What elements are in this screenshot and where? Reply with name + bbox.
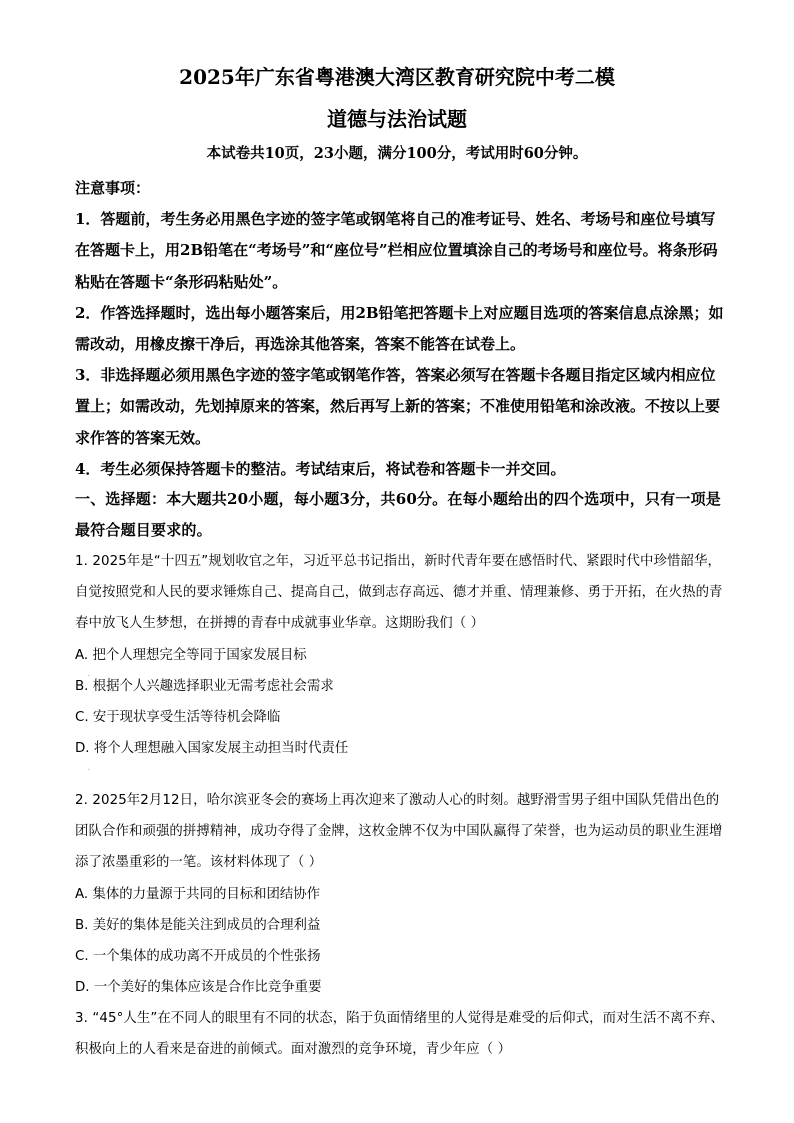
- question-1: [75, 546, 725, 764]
- note-item: 3．非选择题必须用黑色字迹的签字笔或钢笔作答，答案必须写在答题卡各题目指定区域内相应位置上；如需改动，先划掉原来的答案，然后再写上新的答案；不准使用铅笔和涂改液。不按以上要求作答的答案无效。: [75, 366, 721, 447]
- stray-mark: ·: [88, 673, 90, 680]
- option-c: C. 一个集体的成功离不开成员的个性张扬: [75, 949, 321, 965]
- exam-meta: 本试卷共10页，23小题，满分100分，考试用时60分钟。: [206, 145, 588, 162]
- option-b: B. 美好的集体是能关注到成员的合理利益: [75, 917, 321, 933]
- option-d: D. 将个人理想融入国家发展主动担当时代责任: [75, 741, 349, 757]
- question-2: [75, 785, 725, 1003]
- option-c: C. 安于现状享受生活等待机会降临: [75, 710, 281, 726]
- page-subtitle: 道德与法治试题: [327, 107, 467, 131]
- note-item: 1．答题前，考生务必用黑色字迹的签字笔或钢笔将自己的准考证号、姓名、考场号和座位号填写在答题卡上，用2B铅笔在“考场号”和“座位号”栏相应位置填涂自己的考场号和座位号。将条形码粘贴在答题卡“条形码粘贴处”。: [75, 210, 718, 291]
- option-a: A. 把个人理想完全等同于国家发展目标: [75, 647, 307, 663]
- note-item: 4．考生必须保持答题卡的整洁。考试结束后，将试卷和答题卡一并交回。: [75, 459, 566, 478]
- section-heading: 一、选择题：本大题共20小题，每小题3分，共60分。在每小题给出的四个选项中，只有一项是最符合题目要求的。: [75, 490, 721, 540]
- notes-block: [75, 173, 725, 485]
- stray-mark: ·: [88, 767, 90, 774]
- option-b: B. 根据个人兴趣选择职业无需考虑社会需求: [75, 678, 334, 694]
- question-stem: 2. 2025年2月12日，哈尔滨亚冬会的赛场上再次迎来了激动人心的时刻。越野滑雪男子组中国队凭借出色的团队合作和顽强的拼搏精神，成功夺得了金牌，这枚金牌不仅为中国队赢得了荣誉，也为运动员的职业生涯增添了浓墨重彩的一笔。该材料体现了（ ）: [75, 793, 723, 871]
- note-item: 2．作答选择题时，选出每小题答案后，用2B铅笔把答题卡上对应题目选项的答案信息点涂黑；如需改动，用橡皮擦干净后，再选涂其他答案，答案不能答在试卷上。: [75, 303, 724, 354]
- option-d: D. 一个美好的集体应该是合作比竞争重要: [75, 980, 322, 996]
- option-a: A. 集体的力量源于共同的目标和团结协作: [75, 886, 321, 902]
- notes-heading: 注意事项：: [75, 179, 151, 197]
- question-3: [75, 1003, 725, 1065]
- question-stem: 3. “45°人生”在不同人的眼里有不同的状态，陷于负面情绪里的人觉得是难受的后仰式，而对生活不离不弃、积极向上的人看来是奋进的前倾式。面对激烈的竞争环境，青少年应（ ）: [75, 1011, 725, 1058]
- question-stem: 1. 2025年是“十四五”规划收官之年，习近平总书记指出，新时代青年要在感悟时代、紧跟时代中珍惜韶华，自觉按照党和人民的要求锤炼自己、提高自己，做到志存高远、德才并重、情理兼修、勇于开拓，在火热的青春中放飞人生梦想，在拼搏的青春中成就事业华章。这期盼我们（ ）: [75, 554, 723, 632]
- page-title: 2025年广东省粤港澳大湾区教育研究院中考二模: [179, 65, 615, 89]
